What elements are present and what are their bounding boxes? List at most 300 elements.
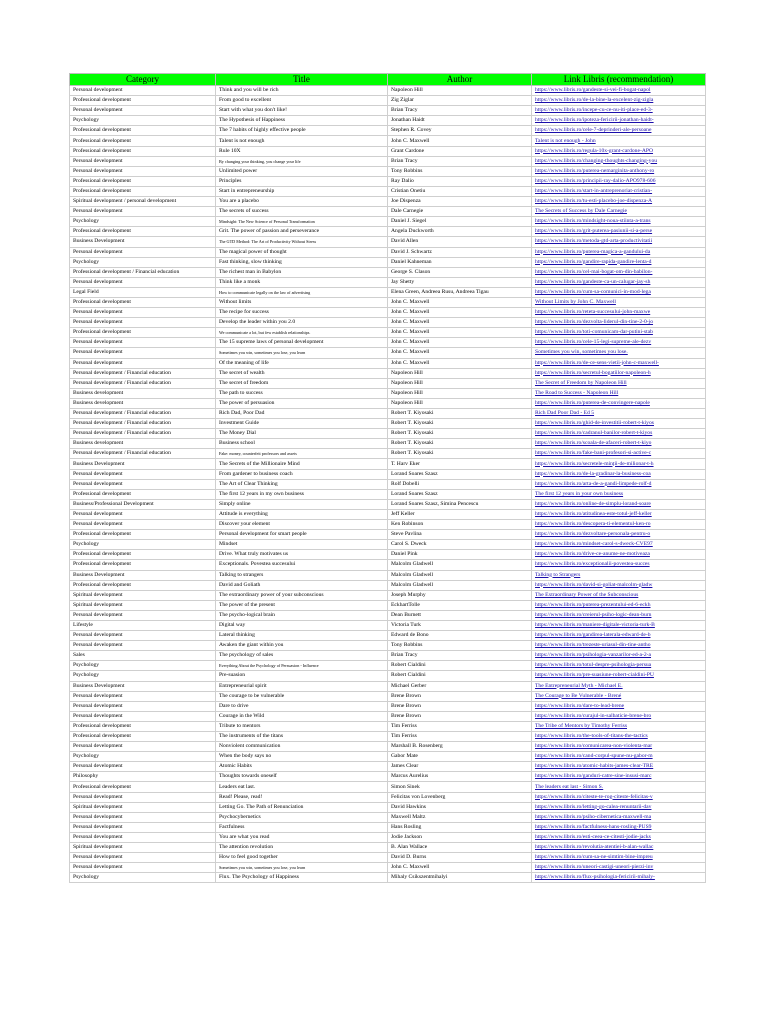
category-cell: Professional development: [70, 489, 216, 499]
table-row: [70, 156, 706, 166]
table-row: [70, 237, 706, 247]
title-cell: Flux. The Psychology of Happiness: [216, 873, 388, 883]
category-cell: Personal development / Financial education: [70, 378, 216, 388]
link-cell[interactable]: https://www.libris.ro/cel-mai-bogat-om-din-babilon-: [532, 267, 706, 277]
title-cell: The psycho-logical brain: [216, 610, 388, 620]
category-cell: Professional development: [70, 580, 216, 590]
category-cell: Psychology: [70, 540, 216, 550]
author-cell: John C. Maxwell: [388, 348, 532, 358]
link-cell[interactable]: Rich Dad Poor Dad - Ed 5: [532, 409, 706, 419]
author-cell: B. Alan Wallace: [388, 843, 532, 853]
category-cell: Personal development: [70, 701, 216, 711]
category-cell: Psychology: [70, 873, 216, 883]
table-row: [70, 792, 706, 802]
category-cell: Professional development: [70, 560, 216, 570]
link-cell[interactable]: https://www.libris.ro/changing-thoughts-changing-you: [532, 156, 706, 166]
author-cell: John C. Maxwell: [388, 308, 532, 318]
author-cell: Robert T. Kiyosaki: [388, 419, 532, 429]
table-row: [70, 711, 706, 721]
table-row: [70, 610, 706, 620]
table-row: [70, 409, 706, 419]
author-cell: Victoria Turk: [388, 620, 532, 630]
table-row: [70, 752, 706, 762]
link-cell[interactable]: https://www.libris.ro/de-ce-sens-vietii-john-c-maxwell-: [532, 358, 706, 368]
author-cell: Brene Brown: [388, 701, 532, 711]
title-cell: Read! Please, read!: [216, 792, 388, 802]
link-cell[interactable]: https://www.libris.ro/grit-puterea-pasiunii-si-a-perse: [532, 227, 706, 237]
author-cell: Jeff Keller: [388, 509, 532, 519]
category-cell: Personal development: [70, 106, 216, 116]
author-cell: Robert T. Kiyosaki: [388, 429, 532, 439]
author-cell: Dale Carnegie: [388, 207, 532, 217]
title-cell: Discover your element: [216, 520, 388, 530]
category-cell: Personal development: [70, 348, 216, 358]
author-cell: Robert T. Kiyosaki: [388, 449, 532, 459]
category-cell: Professional development: [70, 96, 216, 106]
title-cell: The Art of Clear Thinking: [216, 479, 388, 489]
link-cell[interactable]: https://www.libris.ro/toti-comunicam-dar-putini-stab: [532, 328, 706, 338]
category-cell: Personal development: [70, 822, 216, 832]
author-cell: Napoleon Hill: [388, 388, 532, 398]
link-cell[interactable]: https://www.libris.ro/gandirea-laterala-edward-de-b: [532, 631, 706, 641]
table-row: [70, 287, 706, 297]
title-cell: Sometimes you win, sometimes you lose, you learn: [216, 348, 388, 358]
author-cell: Robert T. Kiyosaki: [388, 439, 532, 449]
title-cell: The Money Dial: [216, 429, 388, 439]
link-cell[interactable]: https://www.libris.ro/scoala-de-afaceri-robert-t-kiyo: [532, 439, 706, 449]
link-cell[interactable]: https://www.libris.ro/dezvolta-liderul-din-tine-2-0-jo: [532, 318, 706, 328]
title-cell: Fast thinking, slow thinking: [216, 257, 388, 267]
table-row: [70, 197, 706, 207]
category-cell: Spiritual development: [70, 600, 216, 610]
table-row: [70, 520, 706, 530]
author-cell: Carol S. Dweck: [388, 540, 532, 550]
link-cell[interactable]: https://www.libris.ro/creierul-psiho-logic-dean-burn: [532, 610, 706, 620]
author-cell: John C. Maxwell: [388, 318, 532, 328]
title-cell: Rich Dad, Poor Dad: [216, 409, 388, 419]
author-cell: Tony Robbins: [388, 166, 532, 176]
link-cell[interactable]: https://www.libris.ro/puterea-prezentului-ed-6-eckh: [532, 600, 706, 610]
link-cell[interactable]: The Courage to Be Vulnerable - Brené: [532, 691, 706, 701]
table-row: [70, 368, 706, 378]
link-cell[interactable]: The Secret of Freedom by Napoleon Hill: [532, 378, 706, 388]
table-row: [70, 419, 706, 429]
title-cell: The 7 habits of highly effective people: [216, 126, 388, 136]
category-cell: Philosophy: [70, 772, 216, 782]
link-cell[interactable]: https://www.libris.ro/regula-10x-grant-cardone-APO: [532, 146, 706, 156]
title-cell: Tribute to mentors: [216, 721, 388, 731]
books-table: [69, 73, 706, 883]
category-cell: Personal development / Financial education: [70, 449, 216, 459]
table-row: [70, 388, 706, 398]
title-cell: Unlimited power: [216, 166, 388, 176]
table-row: [70, 247, 706, 257]
link-cell[interactable]: https://www.libris.ro/incepe-cu-ce-nu-iti-place-ed-3-: [532, 106, 706, 116]
link-cell[interactable]: https://www.libris.ro/comunicarea-non-violenta-mar: [532, 742, 706, 752]
table-row: [70, 116, 706, 126]
link-cell[interactable]: https://www.libris.ro/ipoteza-fericirii-jonathan-haidt-: [532, 116, 706, 126]
title-cell: Principles: [216, 176, 388, 186]
link-cell[interactable]: https://www.libris.ro/cele-7-deprinderi-ale-persoane: [532, 126, 706, 136]
title-cell: You are a placebo: [216, 197, 388, 207]
link-cell[interactable]: https://www.libris.ro/gandire-rapida-gandire-lenta-d: [532, 257, 706, 267]
table-row: [70, 459, 706, 469]
title-cell: The first 12 years in my own business: [216, 489, 388, 499]
category-cell: Business development: [70, 388, 216, 398]
table-row: [70, 217, 706, 227]
title-cell: The instruments of the titans: [216, 732, 388, 742]
category-cell: Personal development: [70, 479, 216, 489]
link-cell[interactable]: https://www.libris.ro/puterea-nemarginita-anthony-ro: [532, 166, 706, 176]
author-cell: Malcolm Gladwell: [388, 580, 532, 590]
category-cell: Personal development: [70, 308, 216, 318]
category-cell: Personal development / Financial education: [70, 419, 216, 429]
category-cell: Personal development / Financial education: [70, 368, 216, 378]
header-title: Title: [216, 74, 388, 86]
link-cell[interactable]: https://www.libris.ro/esti-ceea-ce-citesti-jodie-jacks: [532, 832, 706, 842]
link-cell[interactable]: https://www.libris.ro/psihologia-vanzarilor-ed-a-2-a: [532, 651, 706, 661]
category-cell: Personal development / Financial education: [70, 409, 216, 419]
table-row: [70, 560, 706, 570]
title-cell: Talking to strangers: [216, 570, 388, 580]
title-cell: The power of persuasion: [216, 398, 388, 408]
table-row: [70, 267, 706, 277]
table-row: [70, 277, 706, 287]
category-cell: Personal development: [70, 610, 216, 620]
title-cell: How to feel good together: [216, 853, 388, 863]
link-cell[interactable]: The first 12 years in your own business: [532, 489, 706, 499]
table-row: [70, 297, 706, 307]
category-cell: Personal development: [70, 691, 216, 701]
author-cell: Jay Shetty: [388, 277, 532, 287]
author-cell: Michael Gerber: [388, 681, 532, 691]
table-row: [70, 318, 706, 328]
link-cell[interactable]: https://www.libris.ro/metoda-gtd-arta-productivitatii: [532, 237, 706, 247]
category-cell: Personal development: [70, 247, 216, 257]
author-cell: T. Harv Eker: [388, 459, 532, 469]
table-body: [70, 86, 706, 883]
link-cell[interactable]: https://www.libris.ro/david-si-goliat-malcolm-gladw: [532, 580, 706, 590]
link-cell[interactable]: The Tribe of Mentors by Timothy Ferriss: [532, 721, 706, 731]
category-cell: Professional development: [70, 176, 216, 186]
link-cell[interactable]: https://www.libris.ro/factfulness-hans-rosling-PUS9: [532, 822, 706, 832]
link-cell[interactable]: https://www.libris.ro/trezeste-uriasul-din-tine-antho: [532, 641, 706, 651]
link-cell[interactable]: https://www.libris.ro/principii-ray-dalio-APO978-606: [532, 176, 706, 186]
table-row: [70, 853, 706, 863]
table-row: [70, 812, 706, 822]
title-cell: The psychology of sales: [216, 651, 388, 661]
category-cell: Personal development: [70, 520, 216, 530]
author-cell: Ken Robinson: [388, 520, 532, 530]
category-cell: Professional development: [70, 721, 216, 731]
link-cell[interactable]: https://www.libris.ro/fake-bani-profesori-si-active-c: [532, 449, 706, 459]
title-cell: Entrepreneurial spirit: [216, 681, 388, 691]
author-cell: Edward de Bono: [388, 631, 532, 641]
link-cell[interactable]: https://www.libris.ro/de-la-bine-la-excelent-zig-zigla: [532, 96, 706, 106]
link-cell[interactable]: https://www.libris.ro/ghid-de-investitii-robert-t-kiyos: [532, 419, 706, 429]
category-cell: Business Development: [70, 459, 216, 469]
title-cell: Dare to drive: [216, 701, 388, 711]
link-cell[interactable]: https://www.libris.ro/cum-sa-ne-simtim-bine-impreu: [532, 853, 706, 863]
category-cell: Psychology: [70, 116, 216, 126]
link-cell[interactable]: https://www.libris.ro/gandeste-si-vei-fi-bogat-napol: [532, 86, 706, 96]
category-cell: Business Development: [70, 237, 216, 247]
link-cell[interactable]: The Extraordinary Power of the Subconscious: [532, 590, 706, 600]
link-cell[interactable]: https://www.libris.ro/atitudinea-este-totul-jeff-keller: [532, 509, 706, 519]
link-cell[interactable]: https://www.libris.ro/atomic-habits-james-clear-TRE: [532, 762, 706, 772]
link-cell[interactable]: https://www.libris.ro/secretul-bogatiilor-napoleon-h: [532, 368, 706, 378]
title-cell: David and Goliath: [216, 580, 388, 590]
category-cell: Personal development: [70, 641, 216, 651]
title-cell: Exceptionals. Povestea succesului: [216, 560, 388, 570]
author-cell: Felicitas von Lovenberg: [388, 792, 532, 802]
category-cell: Personal development: [70, 156, 216, 166]
title-cell: Thoughts towards oneself: [216, 772, 388, 782]
title-cell: You are what you read: [216, 832, 388, 842]
category-cell: Business development: [70, 398, 216, 408]
link-cell[interactable]: The leaders eat last - Simon S.: [532, 782, 706, 792]
category-cell: Lifestyle: [70, 620, 216, 630]
link-cell[interactable]: Talent is not enough - John: [532, 136, 706, 146]
link-cell[interactable]: https://www.libris.ro/revolutia-atentiei-b-alan-wallac: [532, 843, 706, 853]
table-row: [70, 398, 706, 408]
link-cell[interactable]: https://www.libris.ro/mindsight-noua-stiinta-a-trans: [532, 217, 706, 227]
title-cell: The power of the present: [216, 600, 388, 610]
link-cell[interactable]: https://www.libris.ro/puterea-de-convingere-napole: [532, 398, 706, 408]
table-row: [70, 732, 706, 742]
author-cell: John C. Maxwell: [388, 297, 532, 307]
author-cell: Robert Cialdini: [388, 661, 532, 671]
author-cell: Malcolm Gladwell: [388, 560, 532, 570]
category-cell: Personal development: [70, 742, 216, 752]
table-row: [70, 338, 706, 348]
author-cell: Marshall B. Rosenberg: [388, 742, 532, 752]
title-cell: Attitude is everything: [216, 509, 388, 519]
title-cell: Business school: [216, 439, 388, 449]
title-cell: Digital way: [216, 620, 388, 630]
author-cell: Jodie Jackson: [388, 832, 532, 842]
category-cell: Professional development: [70, 126, 216, 136]
link-cell[interactable]: https://www.libris.ro/citeste-te-rog-citeste-felicitas-v: [532, 792, 706, 802]
link-cell[interactable]: https://www.libris.ro/secretele-minții-de-milionar-t-h: [532, 459, 706, 469]
category-cell: Personal development: [70, 509, 216, 519]
table-row: [70, 651, 706, 661]
table-row: [70, 843, 706, 853]
category-cell: Personal development: [70, 318, 216, 328]
author-cell: Maxwell Maltz: [388, 812, 532, 822]
table-row: [70, 106, 706, 116]
category-cell: Psychology: [70, 671, 216, 681]
table-row: [70, 378, 706, 388]
link-cell[interactable]: https://www.libris.ro/tu-esti-placebo-joe-dispenza-A: [532, 197, 706, 207]
category-cell: Business Development: [70, 570, 216, 580]
link-cell[interactable]: The Entrepreneurial Myth - Michael E.: [532, 681, 706, 691]
table-row: [70, 691, 706, 701]
title-cell: The extraordinary power of your subconscious: [216, 590, 388, 600]
title-cell: From good to excellent: [216, 96, 388, 106]
table-row: [70, 96, 706, 106]
link-cell[interactable]: https://www.libris.ro/uneori-castigi-uneori-pierzi-inv: [532, 863, 706, 873]
author-cell: John C. Maxwell: [388, 358, 532, 368]
link-cell[interactable]: https://www.libris.ro/psiho-cibernetica-maxwell-ma: [532, 812, 706, 822]
link-cell[interactable]: https://www.libris.ro/online-de-simplu-lorand-soare: [532, 499, 706, 509]
table-row: [70, 671, 706, 681]
category-cell: Personal development: [70, 469, 216, 479]
category-cell: Professional development / Financial education: [70, 267, 216, 277]
category-cell: Personal development: [70, 832, 216, 842]
author-cell: Joe Dispenza: [388, 197, 532, 207]
title-cell: Lateral thinking: [216, 631, 388, 641]
author-cell: George S. Clason: [388, 267, 532, 277]
link-cell[interactable]: https://www.libris.ro/letting-go-calea-renuntarii-dav: [532, 802, 706, 812]
table-row: [70, 499, 706, 509]
title-cell: Simply online: [216, 499, 388, 509]
table-row: [70, 580, 706, 590]
table-row: [70, 782, 706, 792]
author-cell: Napoleon Hill: [388, 398, 532, 408]
link-cell[interactable]: https://www.libris.ro/cele-15-legi-supreme-ale-dezv: [532, 338, 706, 348]
link-cell[interactable]: Talking to Strangers: [532, 570, 706, 580]
author-cell: David Allen: [388, 237, 532, 247]
category-cell: Personal development: [70, 207, 216, 217]
table-row: [70, 429, 706, 439]
table-row: [70, 762, 706, 772]
link-cell[interactable]: https://www.libris.ro/ganduri-catre-sine-insusi-marc: [532, 772, 706, 782]
link-cell[interactable]: https://www.libris.ro/pre-suasiune-robert-cialdini-PU: [532, 671, 706, 681]
table-row: [70, 832, 706, 842]
link-cell[interactable]: https://www.libris.ro/cadranul-banilor-robert-t-kiyos: [532, 429, 706, 439]
link-cell[interactable]: https://www.libris.ro/reteta-succesului-john-maxwe: [532, 308, 706, 318]
author-cell: Dean Burnett: [388, 610, 532, 620]
title-cell: Awaken the giant within you: [216, 641, 388, 651]
table-row: [70, 509, 706, 519]
author-cell: Malcolm Gladwell: [388, 570, 532, 580]
title-cell: The secrets of success: [216, 207, 388, 217]
category-cell: Personal development: [70, 812, 216, 822]
link-cell[interactable]: https://www.libris.ro/the-tools-of-titans-the-tactics: [532, 732, 706, 742]
title-cell: The secret of freedom: [216, 378, 388, 388]
link-cell[interactable]: https://www.libris.ro/dezvoltare-personala-pentru-o: [532, 530, 706, 540]
table-row: [70, 600, 706, 610]
title-cell: When the body says no: [216, 752, 388, 762]
category-cell: Professional development: [70, 328, 216, 338]
table-row: [70, 620, 706, 630]
title-cell: Letting Go. The Path of Renunciation: [216, 802, 388, 812]
author-cell: Brene Brown: [388, 711, 532, 721]
author-cell: EckhartTolle: [388, 600, 532, 610]
link-cell[interactable]: Without Limits by John C. Maxwell: [532, 297, 706, 307]
link-cell[interactable]: https://www.libris.ro/cand-corpul-spune-nu-gabor-m: [532, 752, 706, 762]
author-cell: Angela Duckworth: [388, 227, 532, 237]
title-cell: Of the meaning of life: [216, 358, 388, 368]
title-cell: Courage in the Wild: [216, 711, 388, 721]
category-cell: Personal development: [70, 853, 216, 863]
link-cell[interactable]: The Secrets of Success by Dale Carnegie: [532, 207, 706, 217]
category-cell: Personal development: [70, 358, 216, 368]
table-row: [70, 530, 706, 540]
author-cell: Daniel Kahneman: [388, 257, 532, 267]
author-cell: Lorand Soares Szasz, Simina Pencescu: [388, 499, 532, 509]
author-cell: Joseph Murphy: [388, 590, 532, 600]
table-row: [70, 176, 706, 186]
link-cell[interactable]: https://www.libris.ro/mindset-carol-s-dweck-CVE97: [532, 540, 706, 550]
table-row: [70, 146, 706, 156]
link-cell[interactable]: https://www.libris.ro/totul-despre-psihologia-persua: [532, 661, 706, 671]
title-cell: The richest man in Babylon: [216, 267, 388, 277]
table-row: [70, 661, 706, 671]
author-cell: Steve Pavlina: [388, 530, 532, 540]
category-cell: Spiritual development: [70, 843, 216, 853]
link-cell[interactable]: https://www.libris.ro/descopera-ti-elementul-ken-ro: [532, 520, 706, 530]
link-cell[interactable]: https://www.libris.ro/exceptionalii-povestea-succes: [532, 560, 706, 570]
link-cell[interactable]: https://www.libris.ro/gandeste-ca-un-calugar-jay-sh: [532, 277, 706, 287]
category-cell: Personal development: [70, 277, 216, 287]
table-row: [70, 540, 706, 550]
category-cell: Personal development: [70, 338, 216, 348]
table-row: [70, 126, 706, 136]
category-cell: Psychology: [70, 661, 216, 671]
table-row: [70, 681, 706, 691]
table-row: [70, 701, 706, 711]
title-cell: Start in entrepreneurship: [216, 186, 388, 196]
link-cell[interactable]: https://www.libris.ro/curajul-in-salbaticie-brene-bro: [532, 711, 706, 721]
table-row: [70, 469, 706, 479]
category-cell: Business/Professional Development: [70, 499, 216, 509]
author-cell: Stephen R. Covey: [388, 126, 532, 136]
title-cell: The GTD Method: The Art of Productivity Without Stress: [216, 237, 388, 247]
link-cell[interactable]: https://www.libris.ro/puterea-magica-a-gandului-da: [532, 247, 706, 257]
link-cell[interactable]: https://www.libris.ro/dare-to-lead-brene: [532, 701, 706, 711]
table-row: [70, 772, 706, 782]
link-cell[interactable]: https://www.libris.ro/manierе-digitale-victoria-turk-B: [532, 620, 706, 630]
link-cell[interactable]: Sometimes you win, sometimes you lose.: [532, 348, 706, 358]
title-cell: Atomic Habits: [216, 762, 388, 772]
title-cell: The secret of wealth: [216, 368, 388, 378]
title-cell: From gardener to business coach: [216, 469, 388, 479]
link-cell[interactable]: https://www.libris.ro/arta-de-a-gandi-limpede-rolf-d: [532, 479, 706, 489]
author-cell: Marcus Aurelius: [388, 772, 532, 782]
link-cell[interactable]: https://www.libris.ro/de-la-gradinar-la-business-coa: [532, 469, 706, 479]
author-cell: Hans Rosling: [388, 822, 532, 832]
table-row: [70, 449, 706, 459]
link-cell[interactable]: https://www.libris.ro/flux-psihologia-fericirii-mihaly-: [532, 873, 706, 883]
category-cell: Psychology: [70, 257, 216, 267]
title-cell: By changing your thinking, you change your life: [216, 156, 388, 166]
title-cell: The attention revolution: [216, 843, 388, 853]
header-category: Category: [70, 74, 216, 86]
table-row: [70, 570, 706, 580]
link-cell[interactable]: https://www.libris.ro/start-in-antreprenoriat-cristian-: [532, 186, 706, 196]
link-cell[interactable]: https://www.libris.ro/cum-sa-comunici-in-mod-lega: [532, 287, 706, 297]
author-cell: Brian Tracy: [388, 651, 532, 661]
author-cell: Robert Cialdini: [388, 671, 532, 681]
title-cell: Sometimes you win, sometimes you lose, you learn: [216, 863, 388, 873]
author-cell: Tim Ferriss: [388, 721, 532, 731]
category-cell: Business Development: [70, 681, 216, 691]
header-author: Author: [388, 74, 532, 86]
title-cell: The courage to be vulnerable: [216, 691, 388, 701]
table-row: [70, 802, 706, 812]
title-cell: Factfulness: [216, 822, 388, 832]
author-cell: Mihaly Csikszentmihalyi: [388, 873, 532, 883]
title-cell: Mindset: [216, 540, 388, 550]
category-cell: Personal development: [70, 711, 216, 721]
title-cell: Without limits: [216, 297, 388, 307]
link-cell[interactable]: https://www.libris.ro/drive-ce-anume-ne-motiveaza: [532, 550, 706, 560]
category-cell: Personal development: [70, 631, 216, 641]
link-cell[interactable]: The Road to Success - Napoleon Hill: [532, 388, 706, 398]
author-cell: David Hawkins: [388, 802, 532, 812]
